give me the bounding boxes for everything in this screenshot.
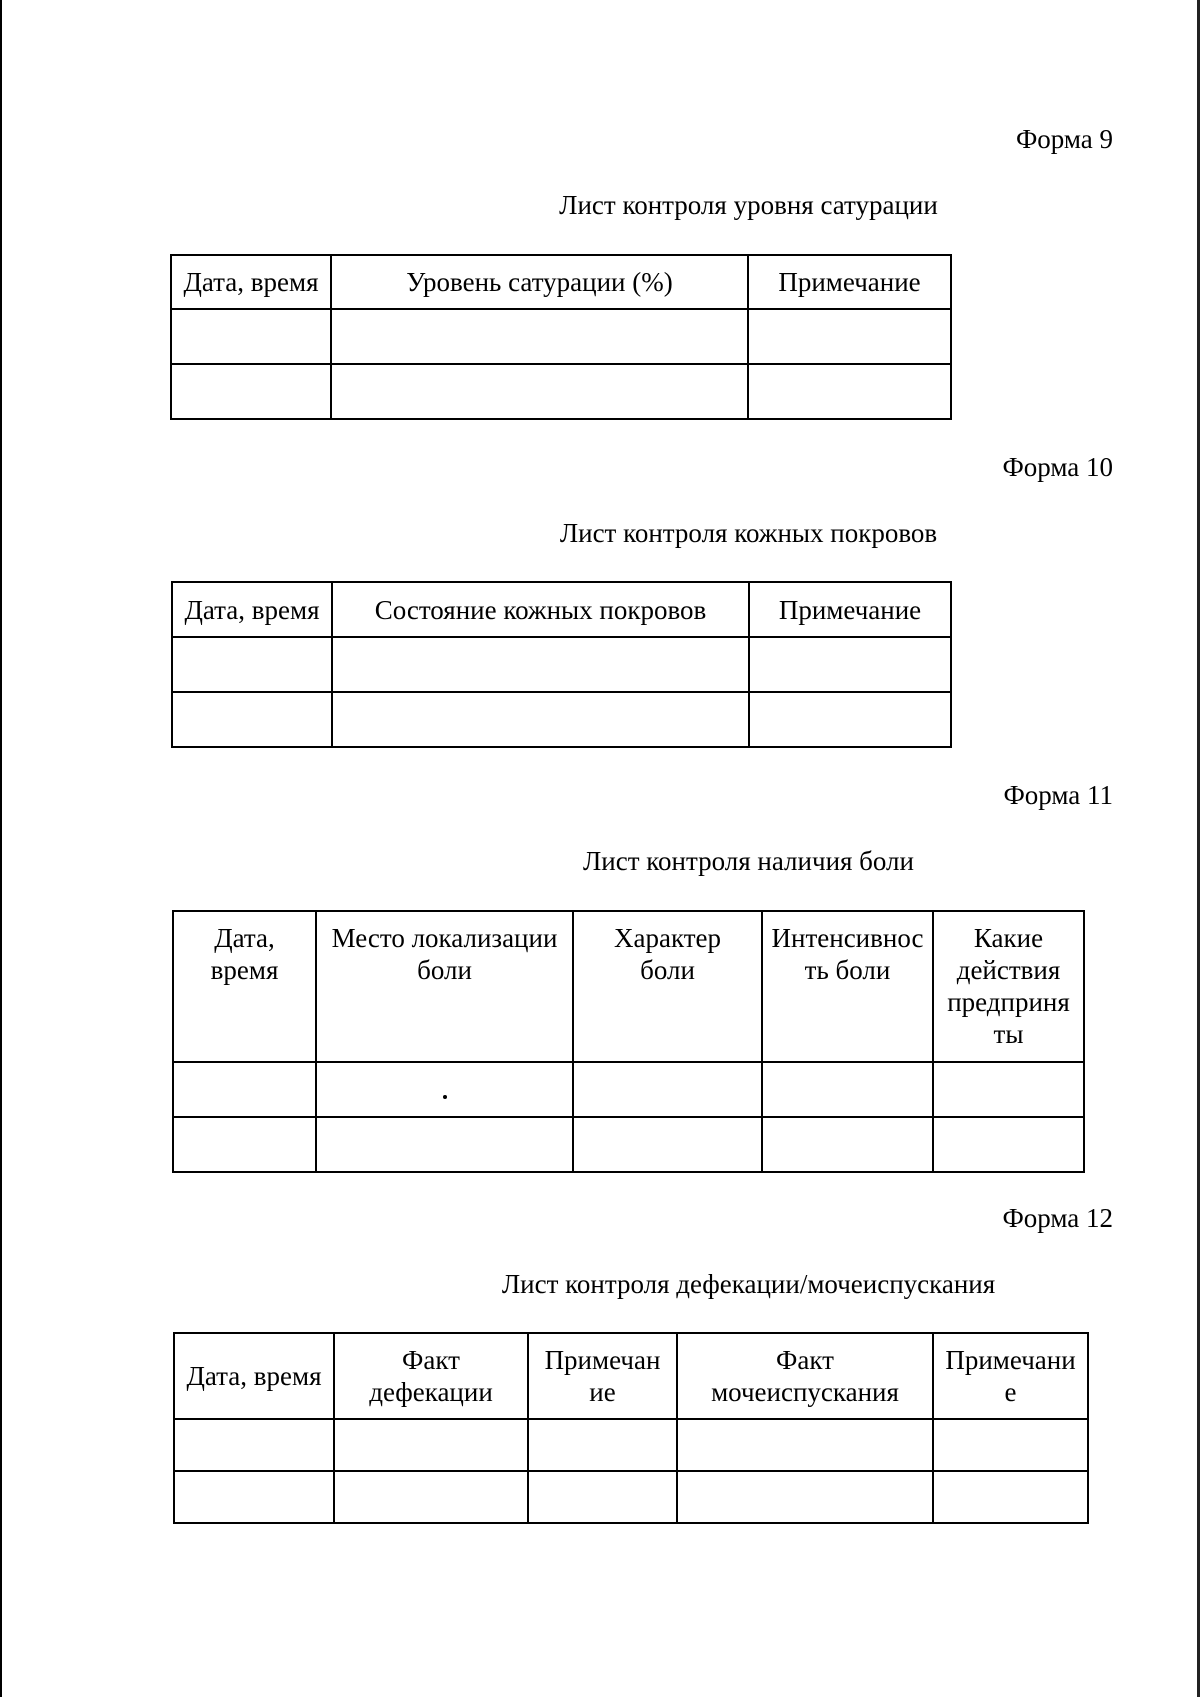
form12-header-note-2: Примечани е — [933, 1333, 1088, 1419]
form12-label: Форма 12 — [1002, 1203, 1113, 1233]
form12-header-note-1: Примечан ие — [528, 1333, 677, 1419]
table-cell[interactable] — [677, 1471, 933, 1523]
form9-header-saturation: Уровень сатурации (%) — [331, 255, 748, 309]
form9-label: Форма 9 — [1015, 124, 1113, 154]
table-cell[interactable] — [762, 1117, 933, 1172]
form10-label: Форма 10 — [1002, 452, 1113, 482]
form11-title: Лист контроля наличия боли — [582, 846, 914, 876]
scan-speck — [443, 1095, 447, 1099]
form12-table — [173, 1332, 1089, 1524]
table-cell[interactable] — [334, 1419, 528, 1471]
table-cell[interactable] — [933, 1471, 1088, 1523]
table-cell[interactable] — [762, 1062, 933, 1117]
form11-header-intensity: Интенсивнос ть боли — [762, 911, 933, 1062]
form9-table — [170, 254, 952, 420]
form11-header-location: Место локализации боли — [316, 911, 573, 1062]
table-cell[interactable] — [933, 1062, 1084, 1117]
table-cell[interactable] — [677, 1419, 933, 1471]
table-cell[interactable] — [331, 309, 748, 364]
table-cell[interactable] — [174, 1471, 334, 1523]
form11-header-actions: Какие действия предприня ты — [933, 911, 1084, 1062]
form9-header-note: Примечание — [748, 255, 951, 309]
form12-title: Лист контроля дефекации/мочеиспускания — [501, 1269, 996, 1299]
table-cell[interactable] — [332, 637, 749, 692]
table-cell[interactable] — [173, 1062, 316, 1117]
table-cell[interactable] — [573, 1117, 762, 1172]
form12-header-datetime: Дата, время — [174, 1333, 334, 1419]
table-cell[interactable] — [334, 1471, 528, 1523]
form11-table — [172, 910, 1085, 1173]
table-cell[interactable] — [749, 692, 951, 747]
table-cell[interactable] — [933, 1117, 1084, 1172]
table-cell[interactable] — [316, 1117, 573, 1172]
form10-header-datetime: Дата, время — [172, 582, 332, 637]
table-cell[interactable] — [173, 1117, 316, 1172]
table-cell[interactable] — [172, 637, 332, 692]
table-cell[interactable] — [172, 692, 332, 747]
table-cell[interactable] — [331, 364, 748, 419]
table-cell[interactable] — [171, 364, 331, 419]
table-cell[interactable] — [748, 309, 951, 364]
form10-header-note: Примечание — [749, 582, 951, 637]
form10-table — [171, 581, 952, 748]
form9-title: Лист контроля уровня сатурации — [559, 190, 938, 220]
form10-header-skin-state: Состояние кожных покровов — [332, 582, 749, 637]
table-cell[interactable] — [749, 637, 951, 692]
table-cell[interactable] — [332, 692, 749, 747]
table-cell[interactable] — [933, 1419, 1088, 1471]
form11-label: Форма 11 — [1003, 780, 1113, 810]
table-cell[interactable] — [174, 1419, 334, 1471]
table-cell[interactable] — [528, 1471, 677, 1523]
form10-title: Лист контроля кожных покровов — [559, 518, 938, 548]
table-cell[interactable] — [316, 1062, 573, 1117]
table-cell[interactable] — [171, 309, 331, 364]
form11-header-character: Характер боли — [573, 911, 762, 1062]
form9-header-datetime: Дата, время — [171, 255, 331, 309]
table-cell[interactable] — [748, 364, 951, 419]
form12-header-defecation: Факт дефекации — [334, 1333, 528, 1419]
table-cell[interactable] — [573, 1062, 762, 1117]
form11-header-datetime: Дата, время — [173, 911, 316, 1062]
form12-header-urination: Факт мочеиспускания — [677, 1333, 933, 1419]
table-cell[interactable] — [528, 1419, 677, 1471]
